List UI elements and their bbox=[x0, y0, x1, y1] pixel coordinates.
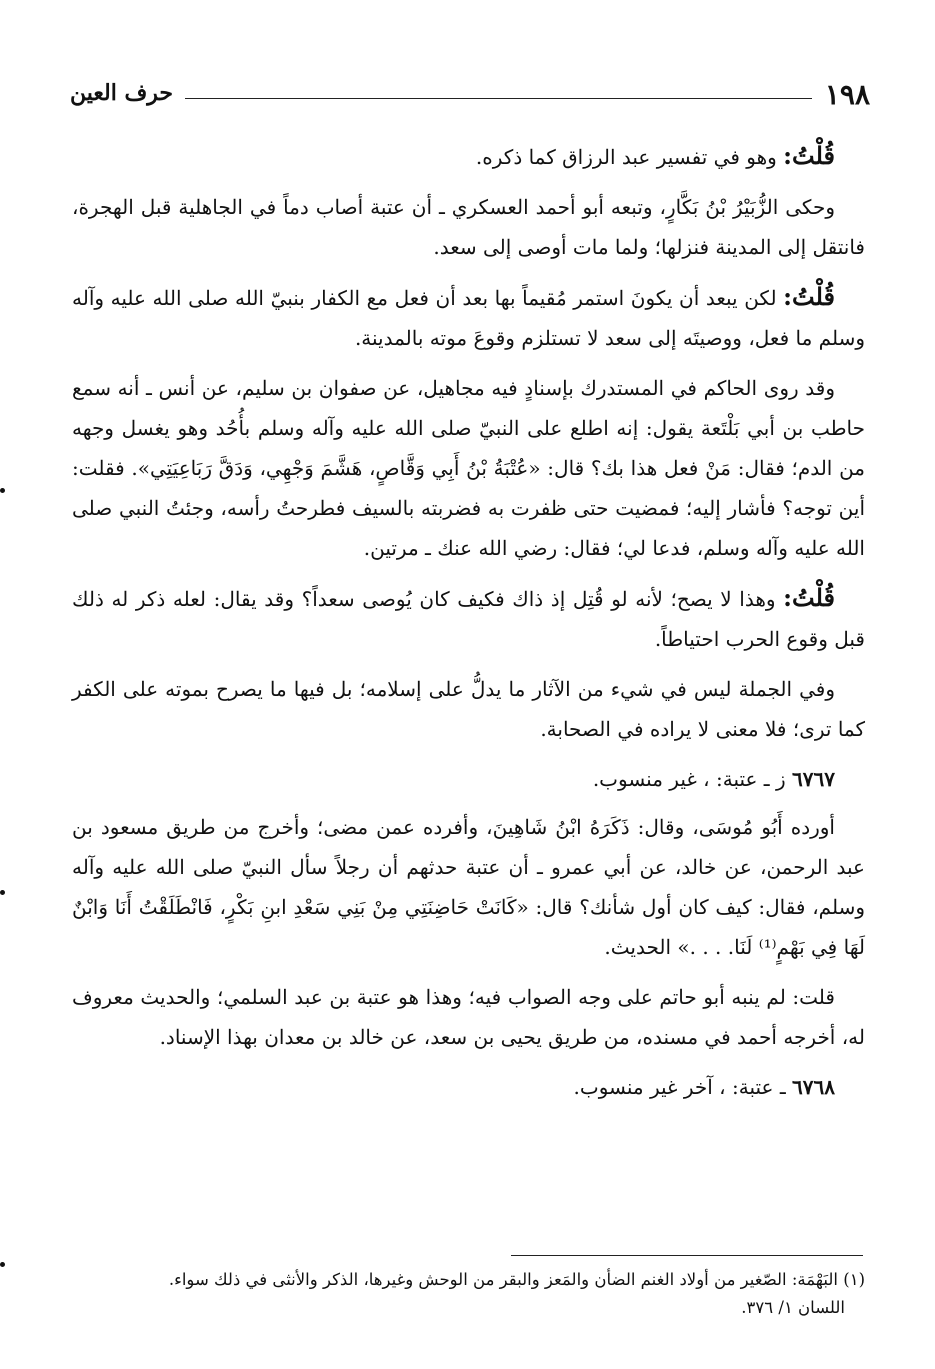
paragraph-text: وقد روى الحاكم في المستدرك بإسنادٍ فيه مجاهيل، عن صفوان بن سليم، عن أنس ـ أنه سمع حاطب بن أبي بَلْتَعة يقول: إنه اطلع على النبيّ صلى الله عليه وآله وسلم بأُحُد وهو يغسل وجهه من الدم؛ فقال: مَنْ فعل هذا بك؟ قال: «عُتْبَةُ بْنُ أَبِي وَقَّاصٍ، هَشَّمَ وَجْهِي، وَدَقَّ رَبَاعِيَتِي». فقلت: أين توجه؟ فأشار إليه؛ فمضيت حتى ظفرت به فضربته بالسيف فطرحتُ رأسه، وجئتُ النبي صلى الله عليه وآله وسلم، فدعا لي؛ فقال: رضي الله عنك ـ مرتين. bbox=[72, 376, 865, 560]
footnote-source: اللسان ١/ ٣٧٦. bbox=[741, 1298, 845, 1317]
entry-heading bbox=[72, 1067, 865, 1107]
paragraph-text: وهو في تفسير عبد الرزاق كما ذكره. bbox=[475, 145, 784, 169]
paragraph-text: وهذا لا يصح؛ لأنه لو قُتِل إذ ذاك فكيف كان يُوصى سعداً؟ وقد يقال: لعله ذكر له ذلك قبل وقوع الحرب احتياطاً. bbox=[72, 587, 865, 651]
paragraph bbox=[72, 136, 865, 177]
paragraph bbox=[72, 187, 865, 267]
page-number: ١٩٨ bbox=[824, 78, 870, 111]
paragraph-text: وحكى الزُّبَيْرُ بْنُ بَكَّارٍ، وتبعه أبو أحمد العسكري ـ أن عتبة أصاب دماً في الجاهلية قبل الهجرة، فانتقل إلى المدينة فنزلها؛ ولما مات أوصى إلى سعد. bbox=[72, 195, 865, 259]
entry-number: ٦٧٦٧ bbox=[792, 767, 835, 791]
paragraph bbox=[72, 669, 865, 749]
paragraph-text: أورده أَبُو مُوسَى، وقال: ذَكَرَهُ ابْنُ شَاهِينَ، وأفرده عمن مضى؛ وأخرج من طريق مسعود بن عبد الرحمن، عن خالد، عن أبي عمرو ـ أن عتبة حدثهم أن رجلاً سأل النبيّ صلى الله عليه وآله وسلم، فقال: كيف كان أول شأنك؟ قال: «كَانَتْ حَاضِنَتِي مِنْ بَنِي سَعْدِ ابنِ بَكْرٍ، فَانْطَلَقْتُ أَنَا وَابْنٌ لَهَا فِي بَهْمٍ⁽¹⁾ لَنَا. . . .» الحديث. bbox=[72, 815, 865, 959]
paragraph-lead: قُلْتُ: bbox=[783, 141, 835, 170]
entry-number: ٦٧٦٨ bbox=[792, 1075, 835, 1099]
page-header bbox=[70, 78, 870, 112]
paragraph-lead: قُلْتُ: bbox=[783, 282, 835, 311]
footnotes bbox=[72, 1266, 865, 1322]
margin-dot bbox=[0, 1262, 5, 1267]
paragraph-text: لكن يبعد أن يكونَ استمر مُقيماً بها بعد أن فعل مع الكفار بنبيّ الله صلى الله عليه وآله وسلم ما فعل، ووصيتَه إلى سعد لا تستلزم وقوعَ موته بالمدينة. bbox=[72, 286, 865, 350]
paragraph bbox=[72, 807, 865, 967]
paragraph-lead: قُلْتُ: bbox=[783, 583, 835, 612]
entry-title: ـ عتبة: ، آخر غير منسوب. bbox=[573, 1075, 793, 1099]
header-rule bbox=[185, 98, 812, 99]
paragraph bbox=[72, 368, 865, 568]
margin-dot bbox=[0, 488, 5, 493]
footnote-text: (١) البَهْمَة: الصّغير من أولاد الغنم الضأن والمَعز والبقر من الوحش وغيرها، الذكر والأنثى في ذلك سواء. bbox=[168, 1270, 865, 1289]
entry-title: ز ـ عتبة: ، غير منسوب. bbox=[592, 767, 793, 791]
paragraph bbox=[72, 977, 865, 1057]
entry-heading bbox=[72, 759, 865, 799]
paragraph-text: وفي الجملة ليس في شيء من الآثار ما يدلُّ على إسلامه؛ بل فيها ما يصرح بموته على الكفر كما ترى؛ فلا معنى لا يراده في الصحابة. bbox=[72, 677, 865, 741]
paragraph bbox=[72, 277, 865, 358]
running-title: حرف العين bbox=[70, 80, 174, 106]
margin-dot bbox=[0, 890, 5, 895]
paragraph bbox=[72, 578, 865, 659]
footnote-separator bbox=[511, 1255, 863, 1256]
main-text bbox=[72, 136, 865, 1115]
paragraph-text: قلت: لم ينبه أبو حاتم على وجه الصواب فيه؛ وهذا هو عتبة بن عبد السلمي؛ والحديث معروف له، أخرجه أحمد في مسنده، من طريق يحيى بن سعد، عن خالد بن معدان بهذا الإسناد. bbox=[72, 985, 865, 1049]
